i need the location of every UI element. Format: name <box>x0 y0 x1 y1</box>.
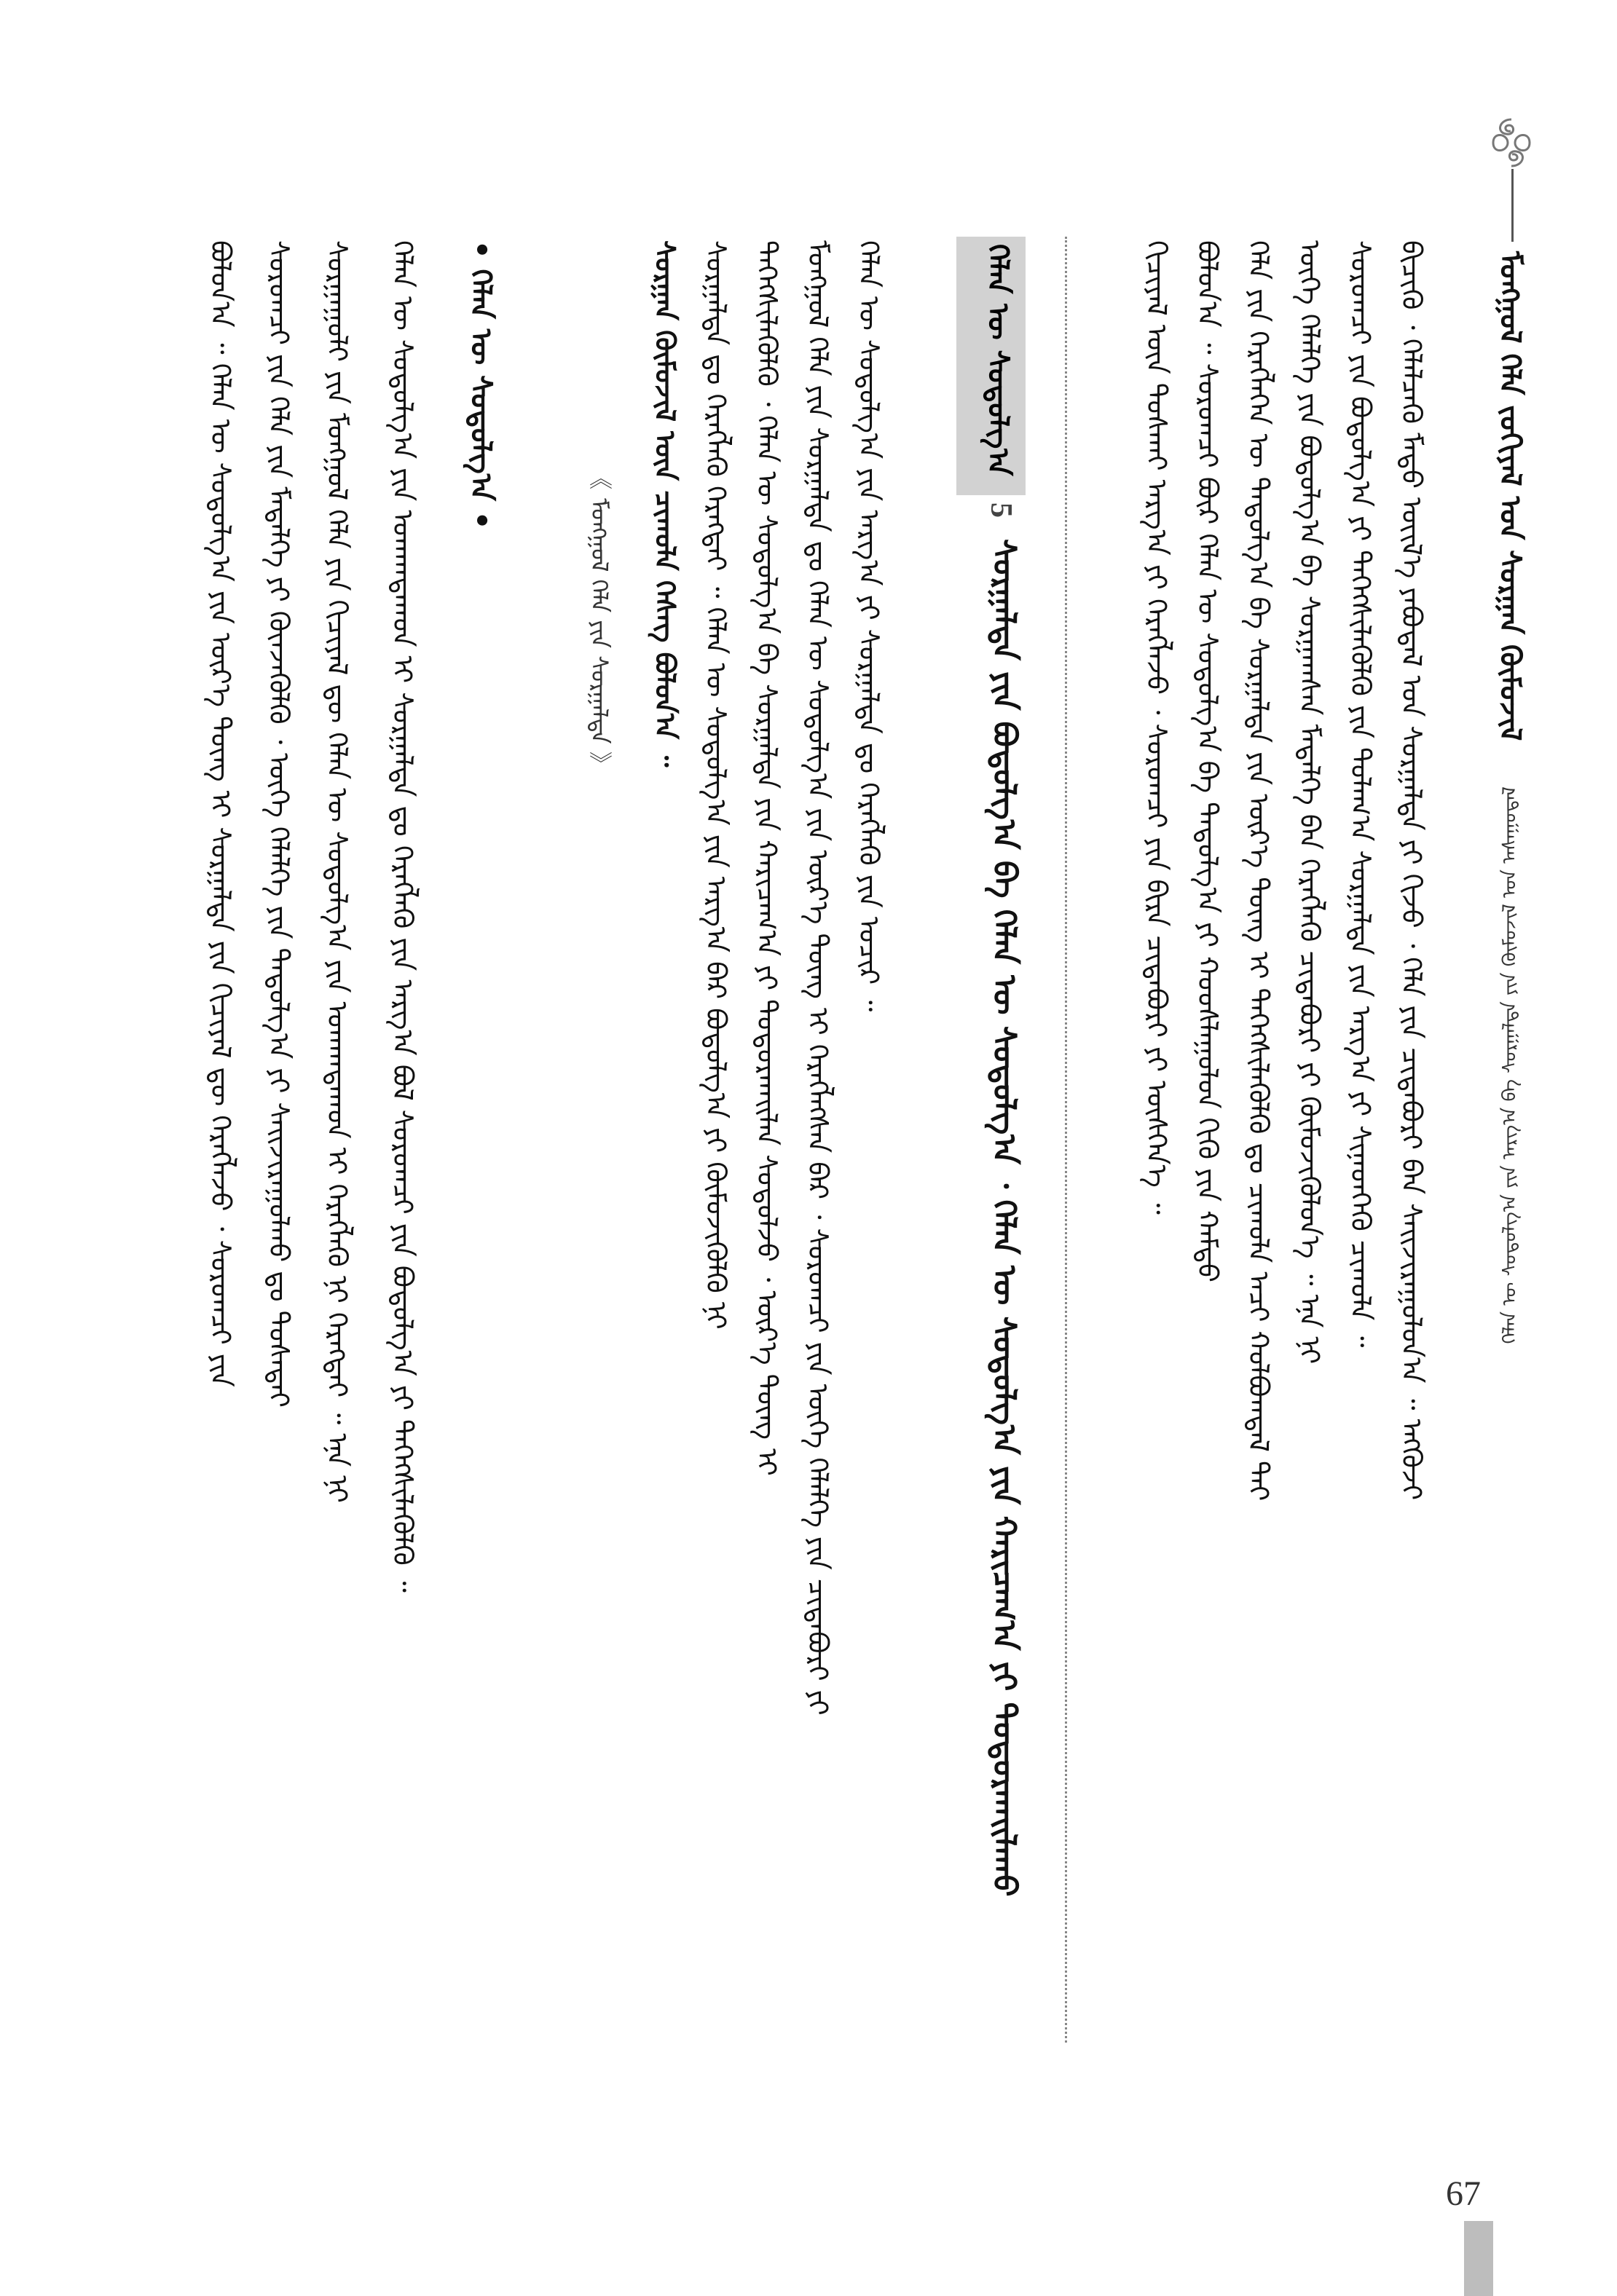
quote-source: 《 ᠮᠣᠩᠭᠣᠯ ᠬᠡᠯᠡ ᠶᠢᠨ ᠰᠤᠷᠭᠠᠯᠲᠠ 》 <box>586 466 613 776</box>
body-column: ᠰᠤᠷᠭᠠᠨ ᠬᠦᠮᠦᠵᠢᠯ ᠦᠨ ᠴᠢᠬᠤᠯᠠ ᠬᠡᠰᠡᠭ ᠪᠣᠯᠤᠨ᠎ᠠ ᠃ <box>649 240 682 768</box>
body-column: ᠮᠣᠩᠭᠣᠯ ᠬᠡᠯᠡ ᠶᠢᠨ ᠰᠤᠷᠭᠠᠯᠲᠠ ᠳᠤ ᠬᠡᠯᠡᠨ ᠦ ᠰᠤᠳᠤᠯᠭ᠎ᠠ ᠶᠢᠨ ᠦᠷ᠎ᠡ ᠳᠦᠩ ᠢ ᠬᠡᠷᠡᠭᠯᠡᠭᠰᠡᠨ ᠪᠡᠷ ᠂ ᠰᠤᠷᠤᠭᠴᠢ ᠶᠢᠨ ᠦᠭᠡ ᠬᠡᠯᠡᠯᠭᠡ ᠶᠢᠨ ᠴᠢᠳᠠᠪᠤᠷᠢ ᠶᠢ <box>802 240 834 1716</box>
page-edge-tab <box>1464 2221 1493 2296</box>
page-number: 67 <box>1446 2174 1481 2213</box>
section-title: ᠰᠤᠷᠭᠠᠯᠲᠠ ᠶᠢᠨ ᠪᠤᠳᠤᠯᠭ᠎ᠠ ᠪᠠ ᠬᠡᠯᠡᠨ ᠦ ᠰᠤᠳᠤᠯᠭ᠎ᠠ ᠂ ᠬᠡᠯᠡᠨ ᠦ ᠰᠤᠳᠤᠯᠭ᠎ᠠ ᠶᠢᠨ ᠬᠠᠷᠢᠴᠠᠭ᠎ᠠ ᠶᠢ ᠲᠤᠳᠤᠷᠬᠠᠢᠯᠠᠬᠤ <box>985 539 1023 1897</box>
header-rule <box>1511 169 1514 242</box>
subheading: • ᠬᠡᠯᠡᠨ ᠦ ᠰᠤᠳᠤᠯᠭ᠎ᠠ • <box>464 240 498 530</box>
section-divider <box>1065 237 1067 2043</box>
body-column: ᠬᠡᠯᠡ ᠶᠢᠨ ᠬᠡᠷᠡᠭᠯᠡᠭᠡᠨ ᠦ ᠳᠠᠳᠤᠯᠭ᠎ᠠ ᠪᠠ ᠰᠤᠷᠭᠠᠯᠲᠠ ᠶᠢᠨ ᠦᠷ᠎ᠡ ᠳᠦᠩ ᠢ ᠳᠡᠭᠡᠭᠰᠢᠯᠡᠭᠦᠯᠬᠦ ᠳᠤ ᠴᠢᠬᠤᠯᠠ ᠠᠴᠢ ᠬᠤᠯᠪᠤᠭᠳᠠᠯ ᠲᠠᠢ <box>1243 240 1275 1502</box>
running-subtitle: ᠬᠡᠯᠡᠨ ᠦ ᠰᠤᠳᠤᠯᠭ᠎ᠠ ᠶᠢᠨ ᠠᠷᠭ᠎ᠠ ᠪᠠ ᠰᠤᠷᠭᠠᠯᠲᠠ ᠶᠢᠨ ᠬᠦᠮᠦᠵᠢᠯ ᠤᠨ ᠠᠰᠠᠭᠤᠳᠠᠯ <box>1499 786 1521 1344</box>
body-column: ᠬᠡᠯᠡᠨ ᠦ ᠰᠤᠳᠤᠯᠭ᠎ᠠ ᠶᠢᠨ ᠤᠬᠠᠭᠳᠠᠬᠤᠨ ᠢ ᠰᠤᠷᠭᠠᠯᠲᠠ ᠳᠤ ᠬᠡᠷᠡᠭᠯᠡᠬᠦ ᠶᠢᠨ ᠠᠷᠭ᠎ᠠ ᠪᠣᠯ ᠰᠤᠷᠤᠭᠴᠢ ᠶᠢᠨ ᠪᠤᠳᠤᠯᠭ᠎ᠠ ᠶᠢ ᠳᠡᠭᠡᠭᠰᠢᠯᠡᠭᠦᠯᠬᠦ ᠃ <box>387 240 419 1593</box>
body-column: ᠬᠢᠴᠢᠶᠡᠯ ᠦᠨ ᠲᠤᠰᠬᠠᠢ ᠠᠷᠭ᠎ᠠ ᠶᠢ ᠬᠡᠷᠡᠭᠯᠡᠵᠦ ᠂ ᠰᠤᠷᠤᠭᠴᠢ ᠶᠢᠨ ᠪᠢᠷᠠ ᠴᠢᠳᠠᠪᠤᠷᠢ ᠶᠢ ᠥᠰᠭᠡᠨ᠎ᠡ ᠃ <box>1141 240 1173 1215</box>
body-column: ᠪᠢᠴᠢᠭᠦ ᠂ ᠬᠡᠯᠡᠯᠴᠡᠬᠦ ᠮᠡᠲᠦ ᠦᠢᠯ᠎ᠡ ᠶᠠᠪᠤᠳᠠᠯ ᠤᠨ ᠰᠤᠷᠭᠠᠯᠲᠠ ᠶᠢ ᠬᠢᠵᠦ ᠂ ᠬᠡᠯᠡ ᠶᠢᠨ ᠴᠢᠳᠠᠪᠤᠷᠢ ᠪᠡᠨ ᠰᠠᠢᠵᠢᠷᠠᠭᠤᠯᠤᠨ᠎ᠠ ᠃ ᠡᠩᠭᠦᠵᠢ <box>1396 240 1428 1501</box>
body-column: ᠳᠡᠭᠡᠭᠰᠢᠯᠡᠭᠦᠯᠬᠦ ᠂ ᠬᠡᠯᠡᠨ ᠦ ᠰᠤᠳᠤᠯᠭ᠎ᠠ ᠪᠠ ᠰᠤᠷᠭᠠᠯᠲᠠ ᠶᠢᠨ ᠬᠠᠷᠢᠴᠠᠭ᠎ᠠ ᠶᠢ ᠲᠤᠳᠤᠷᠬᠠᠢᠯᠠᠨ ᠰᠤᠳᠤᠯᠵᠤ ᠂ ᠦᠷ᠎ᠡ ᠳᠦᠩ ᠢ <box>751 240 783 1476</box>
body-column: ᠬᠡᠯᠡᠨ ᠦ ᠰᠤᠳᠤᠯᠭ᠎ᠠ ᠶᠢᠨ ᠠᠷᠭ᠎ᠠ ᠶᠢ ᠰᠤᠷᠭᠠᠯᠲᠠ ᠳᠤ ᠬᠡᠷᠡᠭᠯᠡᠬᠦ ᠶᠢᠨ ᠤᠴᠢᠷ ᠃ <box>853 240 885 1012</box>
body-column: ᠪᠣᠯᠤᠨ᠎ᠠ ᠃ ᠰᠤᠷᠤᠭᠴᠢ ᠪᠦᠷ ᠬᠡᠯᠡᠨ ᠦ ᠰᠤᠳᠤᠯᠭ᠎ᠠ ᠪᠠ ᠳᠠᠳᠤᠯᠭ᠎ᠠ ᠶᠢ ᠬᠤᠤᠰᠯᠠᠭᠤᠯᠤᠨ ᠬᠢᠬᠦ ᠶᠢᠨ ᠬᠠᠮᠲᠤ <box>1192 240 1224 1283</box>
body-column: ᠦᠭᠡ ᠬᠡᠯᠡᠯᠭᠡ ᠶᠢᠨ ᠪᠤᠳᠤᠯᠭ᠎ᠠ ᠪᠠ ᠰᠤᠷᠭᠠᠭᠰᠠᠨ ᠮᠡᠳᠡᠯᠭᠡ ᠪᠡᠨ ᠬᠡᠷᠡᠭᠯᠡᠬᠦ ᠴᠢᠳᠠᠪᠤᠷᠢ ᠶᠢ ᠬᠦᠮᠦᠵᠢᠭᠦᠯᠦᠨ᠎ᠡ ᠃ ᠡᠨᠡ ᠨᠢ <box>1294 240 1326 1365</box>
section-label: ᠬᠡᠯᠡᠨ ᠦ ᠰᠤᠳᠤᠯᠭ᠎ᠠ <box>981 244 1015 476</box>
running-title: ᠮᠣᠩᠭᠣᠯ ᠬᠡᠯᠡ ᠵᠣᠬᠢᠶᠠᠯ ᠤᠨ ᠰᠤᠷᠭᠠᠨ ᠬᠦᠮᠦᠵᠢᠯ <box>1493 251 1527 741</box>
body-column: ᠰᠤᠷᠤᠭᠴᠢ ᠶᠢᠨ ᠪᠤᠳᠤᠯᠭ᠎ᠠ ᠶᠢ ᠳᠡᠭᠡᠭᠰᠢᠯᠡᠭᠦᠯᠬᠦ ᠶᠢᠨ ᠲᠤᠯᠠᠭ᠎ᠠ ᠰᠤᠷᠭᠠᠯᠲᠠ ᠶᠢᠨ ᠠᠷᠭ᠎ᠠ ᠶᠢ ᠰᠢᠨᠡᠳᠭᠡᠬᠦ ᠴᠢᠬᠤᠯᠠ ᠃ <box>1345 240 1377 1348</box>
scroll-ornament-icon <box>1486 117 1537 169</box>
body-column: ᠰᠤᠷᠭᠠᠯᠲᠠ ᠳᠤ ᠬᠡᠷᠡᠭᠯᠡᠬᠦ ᠬᠡᠷᠡᠭᠲᠡᠢ ᠃ ᠬᠡᠯᠡᠨ ᠦ ᠰᠤᠳᠤᠯᠭ᠎ᠠ ᠶᠢᠨ ᠠᠷᠭ᠎ᠠ ᠪᠠᠷ ᠪᠤᠳᠤᠯᠭ᠎ᠠ ᠶᠢ ᠬᠦᠮᠦᠵᠢᠭᠦᠯᠬᠦ ᠨᠢ <box>700 240 732 1330</box>
body-column: ᠪᠣᠯᠤᠨ᠎ᠠ ᠃ ᠬᠡᠯᠡᠨ ᠦ ᠰᠤᠳᠤᠯᠭ᠎ᠠ ᠶᠢᠨ ᠦᠷ᠎ᠡ ᠳᠦᠩ ᠢ ᠰᠤᠷᠭᠠᠯᠲᠠ ᠶᠢᠨ ᠬᠢᠴᠢᠶᠡᠯ ᠳᠦ ᠬᠡᠷᠡᠭᠯᠡᠵᠦ ᠂ ᠰᠤᠷᠤᠭᠴᠢ ᠶᠢᠨ <box>205 240 237 1387</box>
body-column: ᠰᠤᠷᠭᠠᠭᠤᠯᠢ ᠶᠢᠨ ᠮᠣᠩᠭᠣᠯ ᠬᠡᠯᠡ ᠶᠢᠨ ᠬᠢᠴᠢᠶᠡᠯ ᠳᠦ ᠬᠡᠯᠡᠨ ᠦ ᠰᠤᠳᠤᠯᠭ᠎ᠠ ᠶᠢᠨ ᠤᠬᠠᠭᠳᠠᠬᠤᠨ ᠢ ᠬᠡᠷᠡᠭᠯᠡᠬᠦ ᠨᠢ ᠬᠡᠷᠡᠭᠲᠡᠢ ᠃ ᠡᠨᠡ ᠨᠢ <box>321 240 353 1503</box>
section-number: 5 <box>984 502 1018 518</box>
body-column: ᠰᠤᠷᠤᠭᠴᠢ ᠶᠢᠨ ᠬᠡᠯᠡ ᠶᠢᠨ ᠮᠡᠳᠡᠯᠭᠡ ᠶᠢ ᠭᠦᠨᠵᠡᠭᠦᠯᠬᠦ ᠂ ᠦᠭᠡ ᠬᠡᠯᠡᠯᠭᠡ ᠶᠢᠨ ᠳᠠᠳᠤᠯᠭ᠎ᠠ ᠶᠢ ᠰᠠᠢᠵᠢᠷᠠᠭᠤᠯᠬᠤ ᠳᠤ ᠲᠤᠰᠠᠲᠠᠢ <box>263 240 295 1408</box>
